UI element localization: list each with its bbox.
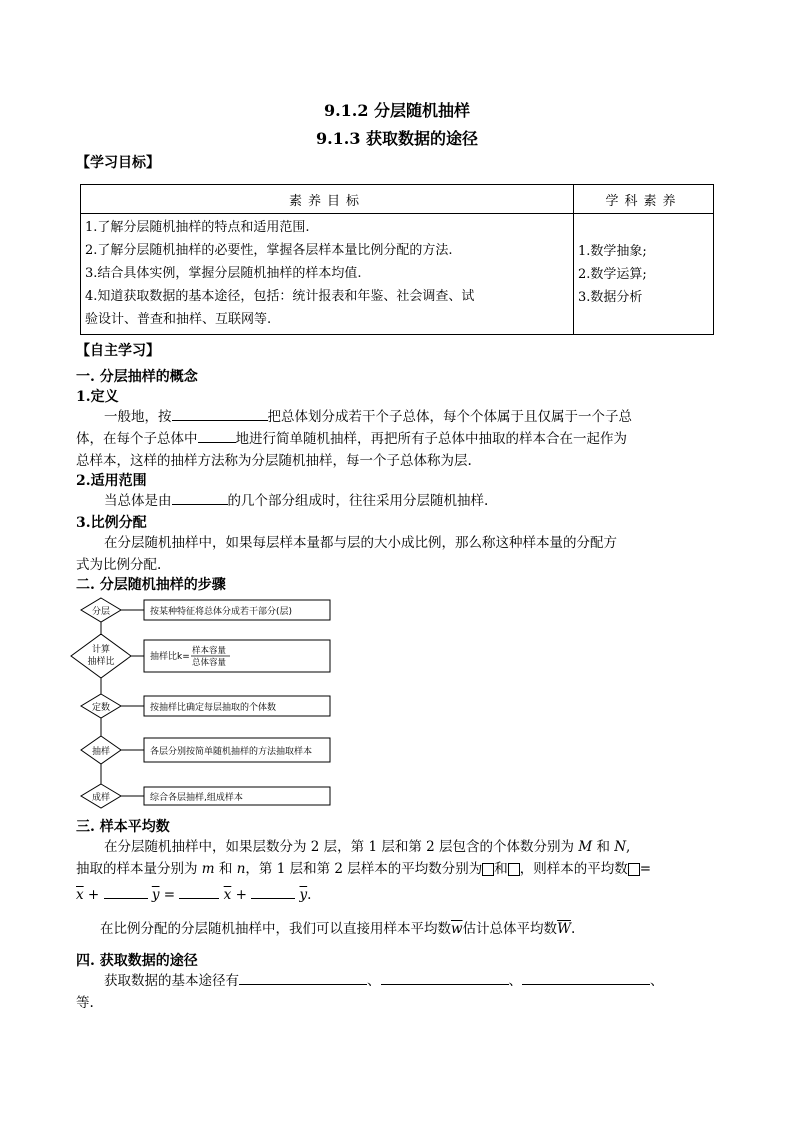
goal-item: 1.了解分层随机抽样的特点和适用范围.: [85, 220, 310, 235]
col-header-goals: 素养目标: [81, 185, 574, 214]
sources-para: [76, 970, 736, 1014]
flow-text: 抽样比k=: [150, 652, 190, 662]
blank: [381, 970, 509, 985]
flow-text: 按某种特征将总体分成若干部分(层): [150, 607, 293, 617]
flow-step-4: [81, 736, 330, 764]
blank: [239, 970, 367, 985]
fraction-numerator: 样本容量: [192, 646, 227, 656]
text: 体，在每个子总体中: [76, 431, 198, 447]
var-y-bar: $\overline{y}$: [299, 887, 308, 903]
text: 等.: [76, 995, 94, 1011]
var-x-bar: $\overline{x}$: [76, 887, 84, 903]
flow-label: 抽样: [91, 747, 111, 757]
blank: [179, 884, 219, 899]
var-x-bar: $\overline{x}$: [223, 887, 232, 903]
flow-text: 按抽样比确定每层抽取的个体数: [150, 703, 277, 713]
goals-heading: 【学习目标】: [76, 155, 160, 171]
flow-label: 计算: [91, 645, 111, 655]
text: 在分层随机抽样中，如果层数分为 2 层，第 1 层和第 2 层包含的个体数分别为: [104, 839, 575, 855]
var-w-bar: $\overline{w}$: [451, 921, 463, 937]
flow-step-5: [81, 784, 330, 808]
var-N: N: [614, 839, 627, 855]
section4-heading: 四. 获取数据的途径: [76, 953, 198, 969]
goal-item: 4.知道获取数据的基本途径，包括：统计报表和年鉴、社会调查、试: [85, 289, 475, 304]
text: 、: [650, 973, 664, 989]
flow-text: 综合各层抽样,组成样本: [150, 793, 243, 803]
text: =: [163, 887, 176, 903]
flow-label: 分层: [91, 607, 111, 617]
section1-heading: 一. 分层抽样的概念: [76, 369, 198, 385]
literacy-item: 3.数据分析: [578, 289, 643, 305]
text: .: [307, 887, 312, 903]
flow-label: 成样: [91, 793, 111, 803]
ratio-title: 3.比例分配: [76, 515, 147, 531]
mean-para: [76, 836, 736, 940]
text: 式为比例分配.: [76, 557, 162, 573]
text: 把总体划分成若干个子总体，每个个体属于且仅属于一个子总: [267, 409, 632, 425]
flow-step-2: [71, 634, 330, 678]
flowchart: [70, 596, 340, 810]
text: 一般地，按: [104, 409, 172, 425]
goals-table: [80, 184, 714, 335]
text: 抽取的样本量分别为: [76, 861, 198, 877]
blank: [198, 428, 236, 443]
literacy-item: 2.数学运算;: [578, 266, 647, 282]
definition-title: 1.定义: [76, 389, 119, 405]
text: 、: [367, 973, 381, 989]
var-n: n: [236, 861, 246, 877]
text: 当总体是由: [104, 493, 172, 509]
text: .: [570, 921, 576, 937]
flow-label: 抽样比: [87, 657, 115, 667]
text: 地进行简单随机抽样，再把所有子总体中抽取的样本合在一起作为: [235, 431, 627, 447]
text: 获取数据的基本途径有: [104, 973, 239, 989]
text: 的几个部分组成时，往往采用分层随机抽样.: [227, 493, 489, 509]
blank: [172, 490, 228, 505]
flow-label: 定数: [91, 703, 111, 713]
text: 和: [494, 861, 508, 877]
text: 和: [218, 861, 233, 877]
goal-item: 2.了解分层随机抽样的必要性，掌握各层样本量比例分配的方法.: [85, 243, 453, 258]
text: ，则样本的平均数: [519, 861, 628, 877]
goals-cell: [81, 214, 574, 335]
var-m: m: [201, 861, 215, 877]
goal-item: 验设计、普查和抽样、互联网等.: [85, 312, 272, 327]
text: 、: [508, 973, 522, 989]
title-main: 9.1.2 分层随机抽样: [323, 101, 471, 120]
var-y-bar: $\overline{y}$: [151, 887, 160, 903]
self-study-heading: 【自主学习】: [76, 343, 160, 359]
goal-item: 3.结合具体实例，掌握分层随机抽样的样本均值.: [85, 266, 362, 281]
text: 在分层随机抽样中，如果每层样本量都与层的大小成比例，那么称这种样本量的分配方: [104, 535, 617, 551]
formula-placeholder-icon: [508, 863, 520, 876]
flow-text: 各层分别按简单随机抽样的方法抽取样本: [150, 747, 313, 757]
flow-diamond: [71, 634, 131, 678]
flow-step-1: [81, 598, 330, 622]
ratio-para: [76, 532, 736, 576]
flow-step-3: [81, 694, 330, 718]
text: ，第 1 层和第 2 层样本的平均数分别为: [245, 861, 483, 877]
formula-placeholder-icon: [482, 863, 494, 876]
blank: [104, 884, 148, 899]
literacy-item: 1.数学抽象;: [578, 243, 647, 259]
section3-heading: 三. 样本平均数: [76, 819, 170, 835]
text: 总样本，这样的抽样方法称为分层随机抽样，每一个子总体称为层.: [76, 453, 472, 469]
text: 在比例分配的分层随机抽样中，我们可以直接用样本平均数: [100, 921, 451, 937]
text: 估计总体平均数: [462, 921, 558, 937]
formula-placeholder-icon: [628, 863, 640, 876]
var-W-bar: $\overline{W}$: [557, 921, 571, 937]
literacy-cell: [574, 214, 714, 335]
text: =: [639, 861, 652, 877]
title-sub: 9.1.3 获取数据的途径: [315, 129, 479, 148]
blank: [522, 970, 650, 985]
blank: [172, 406, 268, 421]
text: +: [235, 887, 247, 903]
text: ,: [626, 839, 631, 855]
text: 和: [596, 839, 610, 855]
fraction-denominator: 总体容量: [192, 658, 227, 668]
definition-para: [76, 406, 726, 472]
scope-para: [104, 490, 488, 512]
text: +: [87, 887, 100, 903]
blank: [251, 884, 295, 899]
scope-title: 2.适用范围: [76, 473, 147, 489]
section2-heading: 二. 分层随机抽样的步骤: [76, 577, 226, 593]
var-M: M: [578, 839, 593, 855]
col-header-literacy: 学科素养: [574, 185, 714, 214]
